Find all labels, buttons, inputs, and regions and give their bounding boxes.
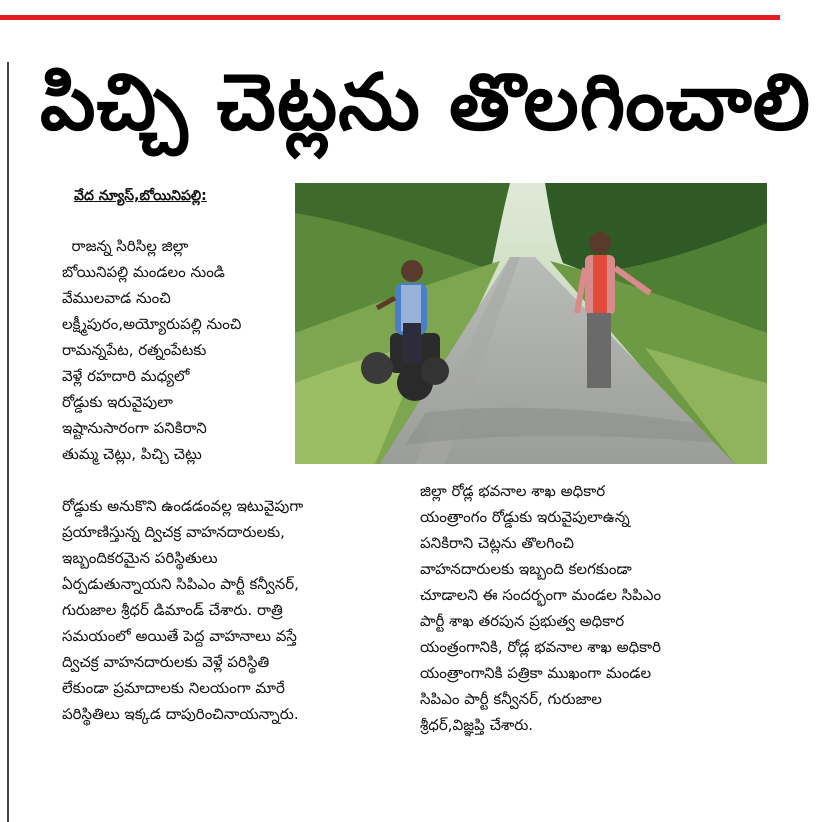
article-paragraph-2: రోడ్డుకు అనుకొని ఉండడంవల్ల ఇటువైపుగా ప్రయాణిస్తున్న ద్విచక్ర వాహనదారులకు, ఇబ్బందికరమైన పరిస్థితులు ఏర్పడుతున్నాయని సిపిఎం పార్టీ కన్వీనర్, గురుజాల శ్రీధర్ డిమాండ్ చేశారు. రాత్రి సమయంలో అయితే పెద్ద వాహనాలు వస్తే ద్విచక్ర వాహనదారులకు వెళ్లే పరిస్థితి లేకుండా ప్రమాదాలకు నిలయంగా మారే పరిస్థితిలు ఇక్కడ దాపురించినాయన్నారు. (62, 497, 304, 723)
headline: పిచ్చి చెట్లను తొలగించాలి (40, 58, 811, 148)
top-red-rule (0, 15, 780, 20)
article-paragraph-1: రాజన్న సిరిసిల్ల జిల్లా బోయినిపల్లి మండలం నుండి వేములవాడ నుంచి లక్ష్మీపురం,అయ్యోరుపల్లి నుంచి రామన్నపేట, రత్నంపేటకు వెళ్లే రహదారి మధ్యలో రోడ్డుకు ఇరువైపులా ఇష్టానుసారంగా పనికిరాని తుమ్మ చెట్లు, పిచ్చి చెట్లు (62, 237, 242, 463)
news-photo (295, 183, 767, 464)
left-column-rule (7, 62, 9, 822)
dateline: వేద న్యూస్,బోయినిపల్లి: (74, 188, 207, 204)
article-paragraph-3: జిల్లా రోడ్ల భవనాల శాఖ అధికార యంత్రాంగం రోడ్డుకు ఇరువైపులాఉన్న పనికిరాని చెట్లను తొలగించి వాహనదారులకు ఇబ్బంది కలగకుండా చూడాలని ఈ సందర్భంగా మండల సిపిఎం పార్టీ శాఖ తరపున ప్రభుత్వ అధికార యంత్రంగానికి, రోడ్ల భవనాల శాఖ అధికారి యంత్రాంగానికి పత్రికా ముఖంగా మండల సిపిఎం పార్టీ కన్వీనర్, గురుజాల శ్రీధర్,విజ్ఞప్తి చేశారు. (420, 482, 662, 734)
